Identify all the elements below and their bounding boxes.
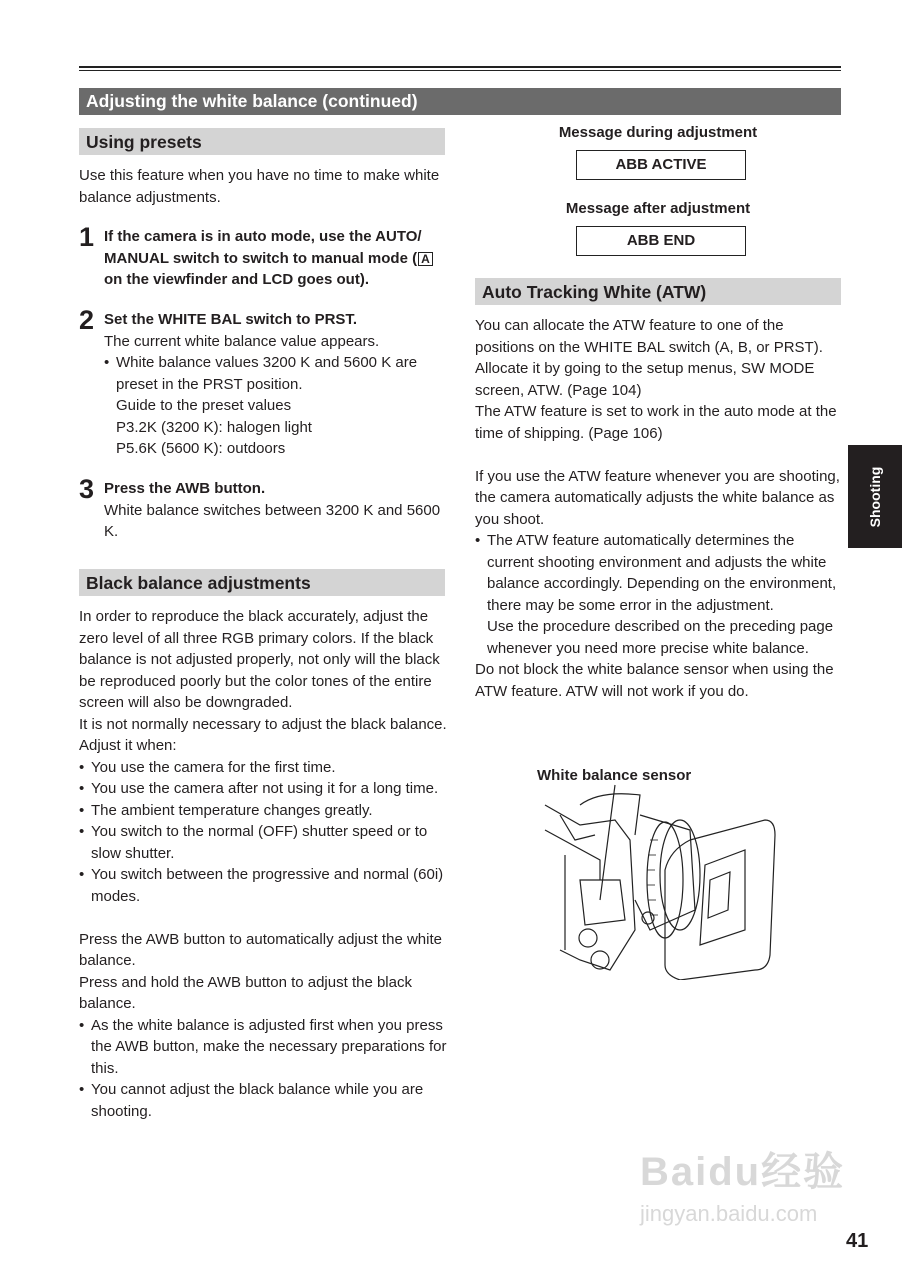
step-text: The current white balance value appears. — [104, 332, 380, 350]
bullet-item: • White balance values 3200 K and 5600 K are preset in the PRST position. — [104, 352, 449, 395]
step-number: 3 — [79, 474, 95, 504]
paragraph: Press the AWB button to automatically adjust the white balance. — [79, 930, 442, 969]
atw-body — [475, 315, 845, 702]
auto-mode-icon: A — [418, 252, 433, 266]
black-balance-body — [79, 606, 449, 1122]
step-title-text: on the viewfinder and LCD goes out). — [104, 271, 370, 288]
bullet-item: • You use the camera for the first time. — [79, 757, 449, 779]
chapter-tab-label: Shooting — [867, 466, 883, 527]
step-title-text: If the camera is in auto mode, use the AUTO/ MANUAL switch to switch to manual mode ( — [104, 228, 422, 267]
step-number: 1 — [79, 222, 95, 252]
using-presets-intro: Use this feature when you have no time to make white balance adjustments. — [79, 167, 440, 206]
step-2 — [79, 305, 449, 460]
bullet-item: • The ATW feature automatically determines the current shooting environment and adjusts the white balance accordingly. Depending on the environment, there may be some error in the adjustment. — [475, 530, 845, 616]
step-1 — [79, 222, 449, 291]
bullet-continuation: Use the procedure described on the preceding page whenever you need more precise white balance. — [487, 618, 834, 657]
step-body — [79, 331, 449, 460]
bullet-item: • As the white balance is adjusted first when you press the AWB button, make the necessary preparations for this. — [79, 1015, 449, 1080]
paragraph: It is not normally necessary to adjust the black balance. Adjust it when: — [79, 715, 447, 754]
step-title: Set the WHITE BAL switch to PRST. — [104, 311, 358, 328]
bullet-item: • The ambient temperature changes greatly. — [79, 800, 449, 822]
camera-illustration — [540, 780, 780, 980]
preset-guide: P5.6K (5600 K): outdoors — [116, 440, 286, 457]
bullet-item: • You switch to the normal (OFF) shutter speed or to slow shutter. — [79, 821, 449, 864]
message-during-box: ABB ACTIVE — [576, 150, 746, 180]
using-presets-heading: Using presets — [79, 128, 445, 155]
page-number: 41 — [846, 1230, 869, 1252]
paragraph: Do not block the white balance sensor when using the ATW feature. ATW will not work if you do. — [475, 661, 834, 700]
step-title — [79, 226, 449, 291]
figure-label: White balance sensor — [537, 767, 692, 784]
section-heading: Adjusting the white balance (continued) — [79, 88, 841, 115]
message-after-label: Message after adjustment — [565, 200, 751, 217]
preset-guide: P3.2K (3200 K): halogen light — [116, 418, 312, 436]
step-3 — [79, 474, 449, 543]
message-after-box: ABB END — [576, 226, 746, 256]
paragraph: In order to reproduce the black accurately, adjust the zero level of all three RGB primary colors. If the black balance is not adjusted properly, not only will the black be reproduced poorly but the color tones of the entire screen will also be downgraded. — [79, 608, 440, 711]
bullet-item: • You use the camera after not using it for a long time. — [79, 778, 449, 800]
watermark-url: jingyan.baidu.com — [640, 1201, 818, 1226]
bullet-item: • You switch between the progressive and normal (60i) modes. — [79, 864, 449, 907]
paragraph: If you use the ATW feature whenever you are shooting, the camera automatically adjusts the white balance as you shoot. — [475, 467, 840, 528]
top-rule — [79, 66, 841, 68]
message-during-label: Message during adjustment — [558, 124, 758, 141]
chapter-tab — [848, 445, 902, 548]
step-body: White balance switches between 3200 K and 5600 K. — [104, 501, 441, 540]
paragraph: The ATW feature is set to work in the auto mode at the time of shipping. (Page 106) — [475, 403, 837, 442]
step-number: 2 — [79, 305, 95, 335]
atw-heading: Auto Tracking White (ATW) — [475, 278, 841, 305]
watermark-brand: Baidu经验 — [640, 1150, 846, 1194]
step-title: Press the AWB button. — [104, 480, 266, 497]
black-balance-heading: Black balance adjustments — [79, 569, 445, 596]
top-rule-thin — [79, 70, 841, 71]
watermark — [640, 1140, 845, 1227]
preset-guide: Guide to the preset values — [116, 397, 292, 414]
paragraph: Press and hold the AWB button to adjust the black balance. — [79, 973, 412, 1012]
paragraph: You can allocate the ATW feature to one of the positions on the WHITE BAL switch (A, B, or PRST). Allocate it by going to the setup menus, SW MODE screen, ATW. (Page 104) — [475, 317, 823, 399]
bullet-item: • You cannot adjust the black balance while you are shooting. — [79, 1079, 449, 1122]
